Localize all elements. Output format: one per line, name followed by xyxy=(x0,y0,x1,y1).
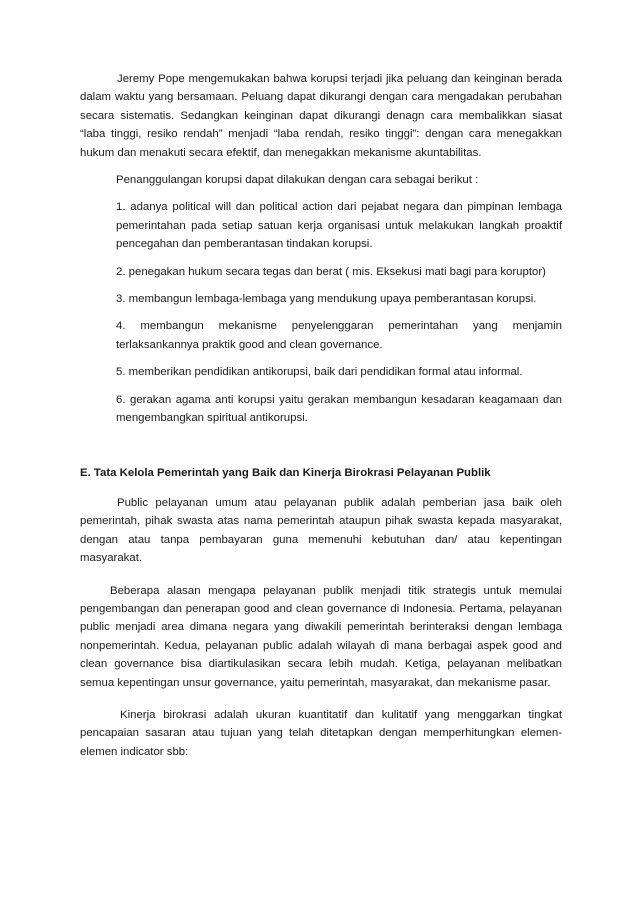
section-paragraph: Kinerja birokrasi adalah ukuran kuantitatif dan kulitatif yang menggarkan tingkat pencapaian sasaran atau tujuan yang telah ditetapkan dengan memperhitungkan elemen-elemen indicator sbb: xyxy=(80,708,562,758)
list-item: 1. adanya political will dan political action dari pejabat negara dan pimpinan lembaga pemerintahan pada setiap satuan kerja organisasi untuk melakukan langkah proaktif pencegahan dan pemberantasan tindakan korupsi. xyxy=(116,201,562,251)
list-item: 2. penegakan hukum secara tegas dan berat ( mis. Eksekusi mati bagi para koruptor) xyxy=(116,265,546,278)
list-item: 5. memberikan pendidikan antikorupsi, baik dari pendidikan formal atau informal. xyxy=(116,366,523,379)
list-item: 3. membangun lembaga-lembaga yang mendukung upaya pemberantasan korupsi. xyxy=(116,293,537,306)
section-paragraph: Public pelayanan umum atau pelayanan publik adalah pemberian jasa baik oleh pemerintah, pihak swasta atas nama pemerintah ataupun pihak swasta kepada masyarakat, dengan atau tanpa pembayaran guna memenuhi kebutuhan dan/ atau kepentingan masyarakat. xyxy=(80,496,562,565)
countermeasure-list xyxy=(116,198,562,427)
list-item: 4. membangun mekanisme penyelenggaran pemerintahan yang menjamin terlaksankannya praktik good and clean governance. xyxy=(116,320,562,351)
intro-paragraph: Jeremy Pope mengemukakan bahwa korupsi terjadi jika peluang dan keinginan berada dalam waktu yang bersamaan. Peluang dapat dikurangi dengan cara mengadakan perubahan secara sistematis. Sedangkan keinginan dapat dikurangi denagn cara membalikkan siasat “laba tinggi, resiko rendah” menjadi “laba rendah, resiko tinggi”: dengan cara menegakkan hukum dan menakuti secara efektif, dan menegakkan mekanisme akuntabilitas. xyxy=(80,73,562,159)
section-heading: E. Tata Kelola Pemerintah yang Baik dan Kinerja Birokrasi Pelayanan Publik xyxy=(80,466,491,479)
list-item: 6. gerakan agama anti korupsi yaitu gerakan membangun kesadaran keagamaan dan mengembangkan spiritual antikorupsi. xyxy=(116,393,562,425)
section-paragraph: Beberapa alasan mengapa pelayanan publik menjadi titik strategis untuk memulai pengembangan dan penerapan good and clean governance di Indonesia. Pertama, pelayanan public menjadi area dimana negara yang diwakili pemerintah berinteraksi dengan lembaga nonpemerintah. Kedua, pelayanan public adalah wilayah di mana berbagai aspek good and clean governance bisa diartikulasikan secara lebih mudah. Ketiga, pelayanan melibatkan semua kepentingan unsur governance, yaitu pemerintah, masyarakat, dan mekanisme pasar. xyxy=(80,584,562,689)
list-intro: Penanggulangan korupsi dapat dilakukan dengan cara sebagai berikut : xyxy=(116,174,479,187)
document-page xyxy=(80,70,562,761)
